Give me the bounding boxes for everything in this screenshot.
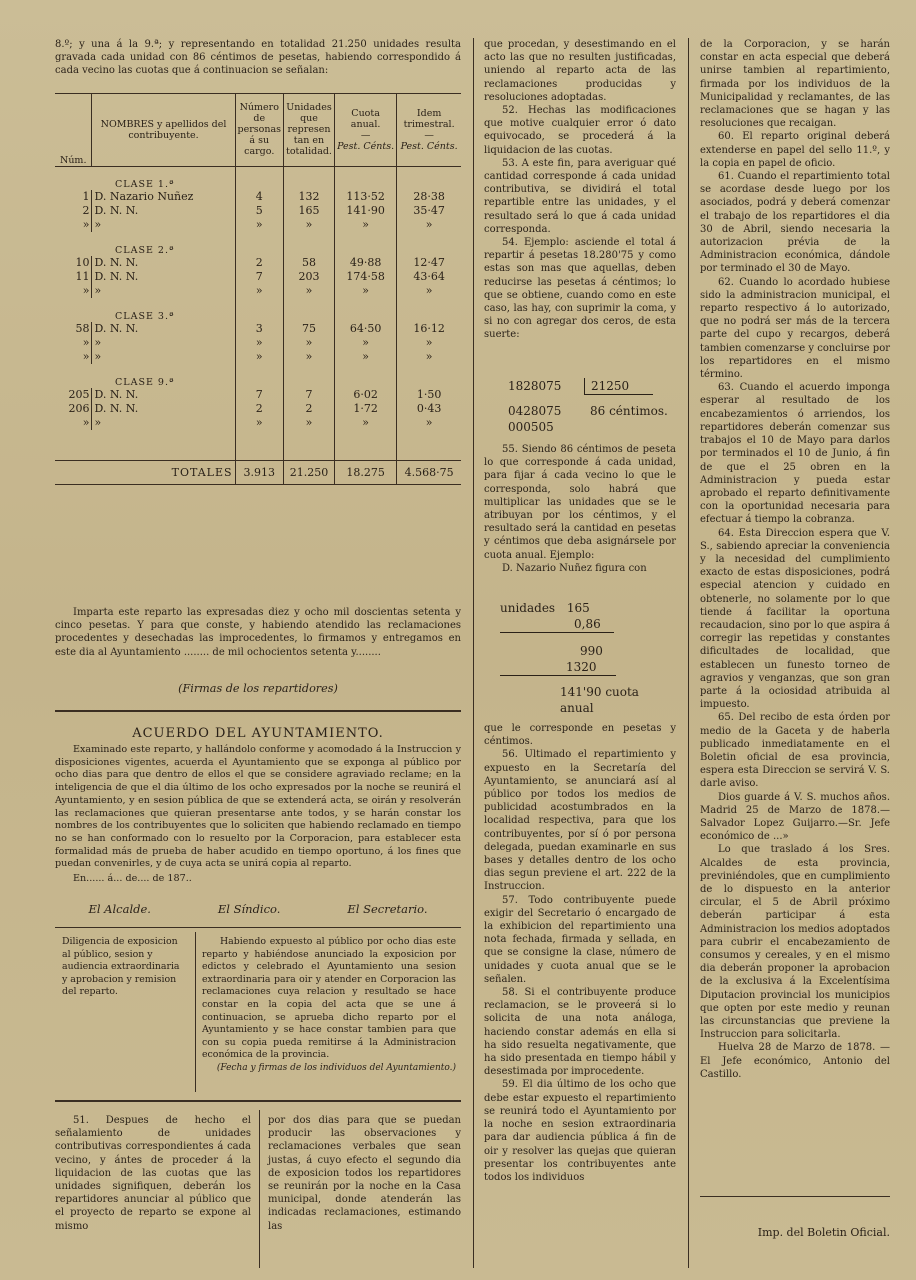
signature-alcalde: El Alcalde. bbox=[88, 902, 151, 916]
imprint: Imp. del Boletin Oficial. bbox=[757, 1226, 890, 1239]
totals-label: TOTALES bbox=[171, 465, 233, 479]
diligencia-text: Habiendo expuesto al público por ocho dias este reparto y habiéndose anunciado la exposicion por edictos y celebrado el Ayuntamiento una sesion extraordinaria para oir y atender en Corporacion las reclamaciones cuya relacion y resultado se hace constar en la copia del acta que se une á continuacion, se aprueba dicho reparto por el Ayuntamiento y se hace constar tambien para que con su copia pueda remitirse á la Administracion económica de la provincia. (Fecha y firmas de los individuos del Ayuntamiento.) bbox=[202, 936, 456, 1073]
section-rule bbox=[55, 1100, 461, 1102]
cell-cuota: 113·52 bbox=[334, 190, 396, 204]
cell-idem: 12·47 bbox=[397, 256, 461, 270]
example-name: D. Nazario Nuñez figura con bbox=[502, 562, 647, 574]
cell-idem: 43·64 bbox=[397, 270, 461, 284]
cell-name: » bbox=[92, 284, 235, 298]
cell-personas: » bbox=[235, 350, 283, 364]
final-date: Huelva 28 de Marzo de 1878. —El Jefe económico, Antonio del Castillo. bbox=[700, 1042, 890, 1080]
diligencia-divider bbox=[195, 932, 196, 1092]
table-row bbox=[55, 256, 461, 270]
cell-num: 206 bbox=[68, 402, 90, 415]
col-idem-header: Idem trimestral. — Pest. Cénts. bbox=[397, 94, 461, 166]
cell-unidades: 203 bbox=[284, 270, 335, 284]
class-label-row bbox=[55, 166, 461, 190]
class-label: CLASE 3.ª bbox=[115, 311, 175, 322]
diligencia-label: Diligencia de exposicion al público, sesion y audiencia extraordinaria y aprobacion y remision del reparto. bbox=[62, 936, 180, 998]
column-3: de la Corporacion, y se harán constar en acta especial que deberá unirse tambien al repartimiento, firmada por los individuos de la Municipalidad y reclamantes, de las reclamaciones que se hagan y las resoluciones que recaigan. 60. El reparto original deberá extenderse en papel del sello 11.º, y la copia en papel de oficio. 61. Cuando el repartimiento total se acordase desde luego por los asociados, podrá y deberá comenzar el trabajo de los repartidores el dia 30 de Abril, siendo necesaria la autorizacion prévia de la Administracion económica, dándole por terminado el 30 de Mayo. 62. Cuando lo acordado hubiese sido la administracion municipal, el reparto respectivo á lo autorizado, que no podrá ser más de la tercera parte del cupo y recargos, deberá tambien comenzarse y concluirse por los repartidores en el mismo término. 63. Cuando el acuerdo imponga esperar al resultado de los encabezamientos ó arriendos, los repartidores deberán comenzar sus trabajos el 10 de Mayo para darlos por terminados el 10 de Junio, á fin de que el 25 obren en la Administracion y pueda estar aprobado el reparto definitivamente con la oportunidad necesaria para efectuar á tiempo la cobranza. 64. Esta Direccion espera que V. S., sabiendo apreciar la conveniencia y la necesidad del cumplimiento exacto de estas disposiciones, podrá especial atencion y cuidado en obtenerle, no solamente por lo que tiende á facilitar la oportuna recaudacion, sino por lo que aspira á corregir las repetidas y constantes dificultades de localidad, que establecen un funesto torneo de agravios y venganzas, que son gran parte á la ociosidad atribuida al impuesto. 65. Del recibo de esta órden por medio de la Gaceta y de haberla publicado inmediatamente en el Boletin oficial de esa provincia, espera esta Direccion se servirá V. S. darle aviso. Dios guarde á V. S. muchos años. Madrid 25 de Marzo de 1878.— Salvador Lopez Guijarro.—Sr. Jefe económico de ...» Lo que traslado á los Sres. Alcaldes de esta provincia, previniéndoles, que en cumplimiento de lo dispuesto en la anterior circular, el 5 de Abril próximo deberán participar á esta Administracion los medios adoptados para cubrir el encabezamiento de consumos y cereales, y en el mismo dia deberán proponer la aprobacion de la exclusiva á la Excelentísima Diputacion provincial los municipios que opten por este medio y reunan las circunstancias que previene la Instruccion para solicitarla. Huelva 28 de Marzo de 1878. —El Jefe económico, Antonio del Castillo. bbox=[700, 39, 890, 1080]
cell-personas: » bbox=[235, 218, 283, 232]
cell-idem: » bbox=[397, 416, 461, 430]
article-58: 58. Si el contribuyente produce reclamacion, se le proveerá si lo solicita de una nota análoga, haciendo constar además en ella si ha sido resuelta negativamente, que ha sido presentada en tiempo hábil y desestimada por improcedente. bbox=[484, 987, 676, 1078]
cell-idem: 0·43 bbox=[397, 402, 461, 416]
cell-cuota: 141·90 bbox=[334, 204, 396, 218]
cell-personas: 7 bbox=[235, 388, 283, 402]
signatures bbox=[55, 902, 461, 916]
cell-idem: 28·38 bbox=[397, 190, 461, 204]
cell-num: 11 bbox=[75, 270, 90, 283]
cell-name: » bbox=[92, 350, 235, 364]
cell-personas: 7 bbox=[235, 270, 283, 284]
divisor: 21250 bbox=[584, 378, 653, 395]
article-51-a: 51. Despues de hecho el señalamiento de unidades contributivas correspondientes á cada vecino, y ántes de proceder á la liquidacion de las cuotas que las unidades signifiquen, deberán los repartidores anunciar al público que el proyecto de reparto se expone al mismo bbox=[55, 1115, 251, 1232]
table-row bbox=[55, 416, 461, 430]
article-56: 56. Ultimado el repartimiento y expuesto en la Secretaría del Ayuntamiento, se anunciará así al público por todos los medios de publicidad acostumbrados en la localidad respectiva, para que los contribuyentes, por sí ó por persona delegada, puedan examinarle en sus bases y detalles dentro de los ocho dias segun previene el art. 222 de la Instruccion. bbox=[484, 749, 676, 893]
cell-num: 205 bbox=[68, 388, 90, 401]
cell-unidades: 7 bbox=[284, 388, 335, 402]
cell-cuota: » bbox=[334, 350, 396, 364]
cell-unidades: » bbox=[284, 218, 335, 232]
division-example bbox=[508, 378, 668, 435]
class-label: CLASE 9.ª bbox=[115, 377, 175, 388]
mult-partial-1: 990 bbox=[580, 644, 603, 658]
cell-personas: 5 bbox=[235, 204, 283, 218]
cell-name: D. N. N. bbox=[92, 388, 235, 402]
col-unidades-header: Unidades que represen tan en totalidad. bbox=[284, 94, 335, 166]
cell-cuota: 174·58 bbox=[334, 270, 396, 284]
mult-partial-2: 1320 bbox=[500, 659, 616, 676]
multiplication-example bbox=[500, 600, 676, 716]
cell-name: D. N. N. bbox=[92, 204, 235, 218]
cell-unidades: » bbox=[284, 350, 335, 364]
cell-idem: 35·47 bbox=[397, 204, 461, 218]
class-label: CLASE 2.ª bbox=[115, 245, 175, 256]
cell-unidades: 165 bbox=[284, 204, 335, 218]
cell-idem: » bbox=[397, 284, 461, 298]
imprint-rule bbox=[700, 1196, 890, 1197]
dividend: 1828075 bbox=[508, 379, 562, 393]
table-row bbox=[55, 190, 461, 204]
cell-idem: » bbox=[397, 218, 461, 232]
cell-num: 10 bbox=[75, 256, 90, 269]
cell-num: » bbox=[82, 416, 90, 429]
intro-text: 8.º; y una á la 9.ª; y representando en totalidad 21.250 unidades resulta gravada cada unidad con 86 céntimos de pesetas, habiendo correspondido á cada vecino las cuotas que á continuacion se señalan: bbox=[55, 39, 461, 77]
remainder-2: 000505 bbox=[508, 420, 554, 434]
cell-personas: 2 bbox=[235, 402, 283, 416]
cell-cuota: » bbox=[334, 416, 396, 430]
cell-num: 58 bbox=[75, 322, 90, 335]
table-row bbox=[55, 218, 461, 232]
table-row bbox=[55, 270, 461, 284]
class-label-row bbox=[55, 298, 461, 322]
article-54: 54. Ejemplo: asciende el total á repartir á pesetas 18.280'75 y como estas son mas que aquellas, deben reducirse las pesetas á céntimos; lo que se obtiene, cuando como en este caso, las hay, con suprimir la coma, y si no con agregar dos ceros, de esta suerte: bbox=[484, 237, 676, 341]
cell-num: » bbox=[82, 284, 90, 297]
diligencia-firma: (Fecha y firmas de los individuos del Ayuntamiento.) bbox=[216, 1062, 456, 1073]
article-62: 62. Cuando lo acordado hubiese sido la administracion municipal, el reparto respectivo á lo autorizado, que no podrá ser más de la tercera parte del cupo y recargos, deberá tambien comenzarse y concluirse por los repartidores en el mismo término. bbox=[700, 276, 890, 381]
distribution-table bbox=[55, 94, 461, 485]
article-65: 65. Del recibo de esta órden por medio de la Gaceta y de haberla publicado inmediatamente en el Boletin oficial de esa provincia, espera esta Direccion se servirá V. S. darle aviso. bbox=[700, 712, 890, 790]
col-personas-header: Número de personas á su cargo. bbox=[235, 94, 283, 166]
article-61: 61. Cuando el repartimiento total se acordase desde luego por los asociados, podrá y deberá comenzar el trabajo de los repartidores el dia 30 de Abril, siendo necesaria la autorizacion prévia de la Administracion económica, dándole por terminado el 30 de Mayo. bbox=[700, 171, 890, 275]
cell-unidades: 58 bbox=[284, 256, 335, 270]
cell-idem: » bbox=[397, 336, 461, 350]
cell-personas: » bbox=[235, 416, 283, 430]
cell-unidades: 75 bbox=[284, 322, 335, 336]
article-60: 60. El reparto original deberá extenderse en papel del sello 11.º, y la copia en papel de oficio. bbox=[700, 131, 890, 169]
section-rule bbox=[55, 710, 461, 712]
cell-name: » bbox=[92, 218, 235, 232]
article-59: 59. El dia último de los ocho que debe estar expuesto el repartimiento se reunirá todo el Ayuntamiento por la noche en sesion extraordinaria para dar audiencia pública á fin de oir y resolver las quejas que quieran presentar los contribuyentes ante todos los individuos bbox=[484, 1079, 676, 1183]
table-row bbox=[55, 204, 461, 218]
table-row bbox=[55, 350, 461, 364]
remainder-1: 0428075 bbox=[508, 404, 562, 418]
article-64: 64. Esta Direccion espera que V. S., sabiendo apreciar la conveniencia y la necesidad del cumplimiento exacto de estas disposiciones, podrá especial atencion y cuidado en obtenerle, no solamente por lo que tiende á facilitar la oportuna recaudacion, sino por lo que aspira á corregir las repetidas y constantes dificultades de localidad, que establecen un funesto torneo de agravios y venganzas, que son gran parte á la ociosidad atribuida al impuesto. bbox=[700, 527, 890, 711]
article-52: 52. Hechas las modificaciones que motive cualquier error ó dato equivocado, se procederá á la liquidacion de las cuotas. bbox=[484, 105, 676, 156]
table-row bbox=[55, 388, 461, 402]
cell-name: » bbox=[92, 416, 235, 430]
cell-name: D. N. N. bbox=[92, 256, 235, 270]
cell-cuota: » bbox=[334, 336, 396, 350]
cell-cuota: 1·72 bbox=[334, 402, 396, 416]
totals-unidades: 21.250 bbox=[284, 460, 335, 484]
acuerdo-title: ACUERDO DEL AYUNTAMIENTO. bbox=[132, 726, 384, 741]
cell-name: D. N. N. bbox=[92, 322, 235, 336]
cell-unidades: 2 bbox=[284, 402, 335, 416]
table-row bbox=[55, 402, 461, 416]
traslado: Lo que traslado á los Sres. Alcaldes de esta provincia, previniéndoles, que en cumplimiento de lo dispuesto en la anterior circular, el 5 de Abril próximo deberán participar á esta Administracion los medios adoptados para cubrir el encabezamiento de consumos y cereales, y en el mismo dia deberán proponer la aprobacion de la exclusiva á la Excelentísima Diputacion provincial los municipios que opten por este medio y reunan las circunstancias que previene la Instruccion para solicitarla. bbox=[700, 844, 890, 1041]
column-divider bbox=[688, 38, 689, 1268]
article-63: 63. Cuando el acuerdo imponga esperar al resultado de los encabezamientos ó arriendos, los repartidores deberán comenzar sus trabajos el 10 de Mayo para darlos por terminados el 10 de Junio, á fin de que el 25 obren en la Administracion y pueda estar aprobado el reparto definitivamente con la oportunidad necesaria para efectuar á tiempo la cobranza. bbox=[700, 382, 890, 526]
totals-cuota: 18.275 bbox=[334, 460, 396, 484]
closing: Dios guarde á V. S. muchos años. Madrid 25 de Marzo de 1878.— Salvador Lopez Guijarro.—Sr. Jefe económico de ...» bbox=[700, 791, 890, 843]
cell-num: » bbox=[82, 350, 90, 363]
class-label-row bbox=[55, 232, 461, 256]
col-num-header: Núm. bbox=[55, 94, 92, 166]
cell-personas: 4 bbox=[235, 190, 283, 204]
mult-b: 0,86 bbox=[500, 616, 614, 633]
col-cuota-header: Cuota anual. — Pest. Cénts. bbox=[334, 94, 396, 166]
signature-secretario: El Secretario. bbox=[347, 902, 428, 916]
article-51-b: por dos dias para que se puedan producir las observaciones y reclamaciones verbales que sean justas, á cuyo efecto el segundo dia de exposicion todos los repartidores se reunirán por la noche en la Casa municipal, donde atenderán las indicadas reclamaciones, estimando las bbox=[268, 1115, 461, 1232]
article-53: 53. A este fin, para averiguar qué cantidad corresponde á cada unidad contributiva, se dividirá el total repartible entre las unidades, y el resultado será lo que á cada unidad corresponda. bbox=[484, 157, 676, 235]
column-2-bottom: que le corresponde en pesetas y céntimos. 56. Ultimado el repartimiento y expuesto en la Secretaría del Ayuntamiento, se anunciará así al público por todos los medios de publicidad acostumbrados en la localidad respectiva, para que los contribuyentes, por sí ó por persona delegada, puedan examinarle en sus bases y detalles dentro de los ocho dias segun previene el art. 222 de la Instruccion. 57. Todo contribuyente puede exigir del Secretario ó encargado de la exhibicion del repartimiento una nota fechada, firmada y sellada, en que se consigne la clase, número de unidades y cuota anual que se le señalen. 58. Si el contribuyente produce reclamacion, se le proveerá si lo solicita de una nota análoga, haciendo constar además en ella si ha sido resuelta negativamente, que ha sido presentada en tiempo hábil y desestimada por improcedente. 59. El dia último de los ocho que debe estar expuesto el repartimiento se reunirá todo el Ayuntamiento por la noche en sesion extraordinaria para dar audiencia pública á fin de oir y resolver las quejas que quieran presentar los contribuyentes ante todos los individuos bbox=[484, 723, 676, 1183]
article-55: 55. Siendo 86 céntimos de peseta lo que corresponde á cada unidad, para fijar á cada vecino lo que le corresponda, solo habrá que multiplicar las unidades que se le atribuyan por los céntimos, y el resultado será la cantidad en pesetas y céntimos que deba asignársele por cuota anual. Ejemplo: D. Nazario Nuñez figura con bbox=[484, 444, 676, 574]
section-rule bbox=[55, 927, 461, 928]
cell-personas: 2 bbox=[235, 256, 283, 270]
cell-num: 2 bbox=[82, 204, 90, 217]
mult-label: unidades bbox=[500, 601, 556, 615]
totals-row bbox=[55, 460, 461, 484]
class-label: CLASE 1.ª bbox=[115, 179, 175, 190]
cell-cuota: » bbox=[334, 218, 396, 232]
cell-idem: » bbox=[397, 350, 461, 364]
column-divider bbox=[473, 38, 474, 1268]
cell-idem: 1·50 bbox=[397, 388, 461, 402]
cell-name: D. Nazario Nuñez bbox=[92, 190, 235, 204]
cell-name: D. N. N. bbox=[92, 270, 235, 284]
cell-cuota: 49·88 bbox=[334, 256, 396, 270]
table-row bbox=[55, 284, 461, 298]
cell-num: » bbox=[82, 218, 90, 231]
cell-num: » bbox=[82, 336, 90, 349]
cell-cuota: » bbox=[334, 284, 396, 298]
cell-personas: » bbox=[235, 336, 283, 350]
article-57: 57. Todo contribuyente puede exigir del Secretario ó encargado de la exhibicion del repartimiento una nota fechada, firmada y sellada, en que se consigne la clase, número de unidades y cuota anual que se le señalen. bbox=[484, 894, 676, 985]
cell-cuota: 64·50 bbox=[334, 322, 396, 336]
cell-unidades: 132 bbox=[284, 190, 335, 204]
mult-result-label: cuota anual bbox=[560, 685, 639, 715]
column-2-top: que procedan, y desestimando en el acto las que no resulten justificadas, uniendo al reparto acta de las reclamaciones producidas y resoluciones adoptadas. 52. Hechas las modificaciones que motive cualquier error ó dato equivocado, se procederá á la liquidacion de las cuotas. 53. A este fin, para averiguar qué cantidad corresponde á cada unidad contributiva, se dividirá el total repartible entre las unidades, y el resultado será lo que á cada unidad corresponda. 54. Ejemplo: asciende el total á repartir á pesetas 18.280'75 y como estas son mas que aquellas, deben reducirse las pesetas á céntimos; lo que se obtiene, cuando como en este caso, las hay, con suprimir la coma, y si no con agregar dos ceros, de esta suerte: bbox=[484, 39, 676, 341]
article-51-divider bbox=[259, 1110, 260, 1268]
class-label-row bbox=[55, 364, 461, 388]
quotient: 86 céntimos. bbox=[590, 404, 668, 418]
cell-idem: 16·12 bbox=[397, 322, 461, 336]
totals-personas: 3.913 bbox=[235, 460, 283, 484]
mult-result: 141'90 bbox=[560, 685, 602, 699]
cell-num: 1 bbox=[82, 190, 90, 203]
cell-cuota: 6·02 bbox=[334, 388, 396, 402]
mult-a: 165 bbox=[566, 601, 590, 615]
cell-unidades: » bbox=[284, 284, 335, 298]
acuerdo-date: En...... á... de.... de 187.. bbox=[73, 873, 192, 885]
table-body bbox=[55, 166, 461, 484]
cell-name: D. N. N. bbox=[92, 402, 235, 416]
table-row bbox=[55, 322, 461, 336]
firmas-repartidores: (Firmas de los repartidores) bbox=[178, 682, 338, 695]
imparta-text: Imparta este reparto las expresadas diez y ocho mil doscientas setenta y cinco pesetas. Y para que conste, y habiendo atendido las reclamaciones procedentes y desechadas las improcedentes, lo firmamos y entregamos en este dia al Ayuntamiento ........ de mil ochocientos setenta y........ bbox=[55, 607, 461, 658]
acuerdo-text: Examinado este reparto, y hallándolo conforme y acomodado á la Instruccion y disposiciones vigentes, acuerda el Ayuntamiento que se exponga al público por ocho dias para que dentro de ellos el que se considere agraviado reclame; en la inteligencia de que el dia último de los ocho expresados por la noche se reunirá el Ayuntamiento, y en sesion pública de que se extenderá acta, se oirán y resolverán las reclamaciones que quieran presentarse ante todos, y se harán constar los nombres de los contribuyentes que lo soliciten que habiendo reclamado en tiempo no se han conformado con lo resuelto por la Corporacion, para establecer esta formalidad más de prueba de haber acudido en tiempo oportuno, á los fines que puedan convenirles, y de cuya acta se unirá copia al reparto. En...... á... de.... de 187.. bbox=[55, 744, 461, 885]
cell-name: » bbox=[92, 336, 235, 350]
cell-personas: 3 bbox=[235, 322, 283, 336]
cell-unidades: » bbox=[284, 416, 335, 430]
totals-idem: 4.568·75 bbox=[397, 460, 461, 484]
signature-sindico: El Síndico. bbox=[217, 902, 281, 916]
table-row bbox=[55, 336, 461, 350]
col-names-header: NOMBRES y apellidos del contribuyente. bbox=[92, 94, 235, 166]
cell-unidades: » bbox=[284, 336, 335, 350]
cell-personas: » bbox=[235, 284, 283, 298]
